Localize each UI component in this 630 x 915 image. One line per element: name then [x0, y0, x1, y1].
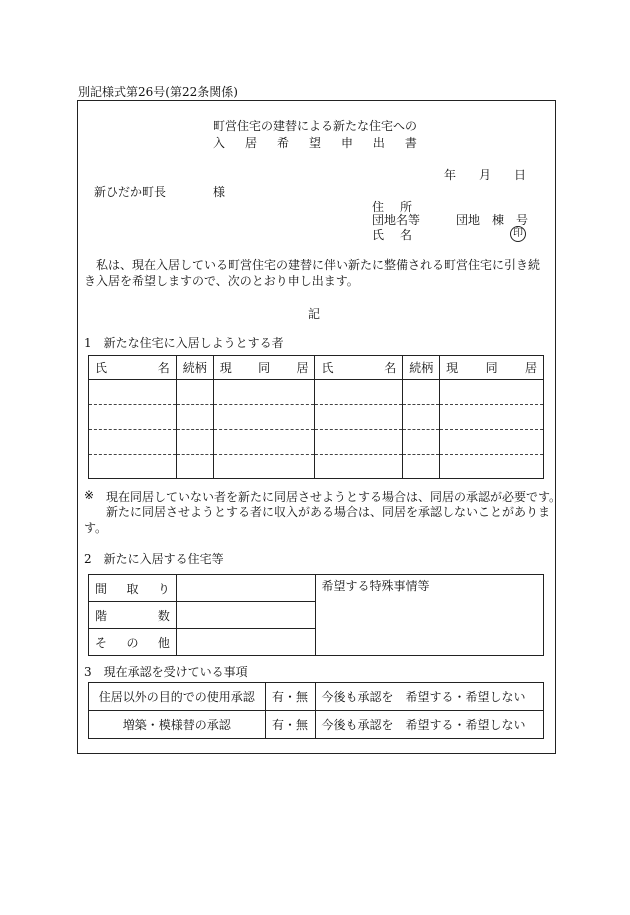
note-mark: ※	[84, 488, 95, 502]
header-cohab: 現 同 居	[440, 356, 544, 380]
header-name: 氏 名	[89, 356, 177, 380]
table-row	[89, 455, 544, 479]
madori-field[interactable]	[176, 575, 315, 602]
header-relation: 続柄	[176, 356, 213, 380]
addressee-suffix: 様	[213, 185, 226, 199]
table-row	[89, 711, 544, 739]
other-field[interactable]	[176, 629, 315, 656]
form-title-line1: 町営住宅の建替による新たな住宅への	[213, 119, 418, 133]
section2-heading: 2 新たに入居する住宅等	[84, 552, 224, 566]
approval-label: 住居以外の目的での使用承認	[89, 683, 266, 711]
cohabitants-table	[88, 355, 544, 479]
date-day-label: 日	[513, 168, 526, 182]
special-circumstances-label: 希望する特殊事情等	[321, 579, 430, 593]
table-row	[89, 405, 544, 430]
date-year-label: 年	[444, 168, 457, 182]
note-line2: 新たに同居させようとする者に収入がある場合は、同居を承認しないことがあります。	[84, 505, 551, 535]
approval-label: 増築・模様替の承認	[89, 711, 266, 739]
floor-field[interactable]	[176, 602, 315, 629]
table-row	[89, 683, 544, 711]
approval-future[interactable]: 今後も承認を 希望する・希望しない	[315, 683, 543, 711]
date-field[interactable]	[444, 166, 526, 183]
approval-yes-no[interactable]: 有・無	[265, 683, 315, 711]
complex-label: 団地名等	[372, 213, 421, 227]
header-name: 氏 名	[315, 356, 403, 380]
form-title-line2: 入 居 希 望 申 出 書	[213, 136, 417, 150]
table-row	[89, 430, 544, 455]
header-cohab: 現 同 居	[213, 356, 315, 380]
form-caption: 別記様式第26号(第22条関係)	[78, 85, 238, 99]
ki-heading: 記	[308, 307, 321, 321]
section1-heading: 1 新たな住宅に入居しようとする者	[84, 336, 284, 350]
row-label-madori: 間 取 り	[89, 575, 177, 602]
approvals-table	[88, 682, 544, 739]
seal-icon: 印	[510, 225, 526, 242]
addressee: 新ひだか町長	[94, 185, 167, 199]
date-month-label: 月	[478, 168, 491, 182]
row-label-floor: 階 数	[89, 602, 177, 629]
approval-future[interactable]: 今後も承認を 希望する・希望しない	[315, 711, 543, 739]
header-relation: 続柄	[403, 356, 440, 380]
section3-heading: 3 現在承認を受けている事項	[84, 665, 248, 679]
address-label: 住 所	[372, 200, 412, 214]
approval-yes-no[interactable]: 有・無	[265, 711, 315, 739]
complex-value[interactable]: 団地 棟 号	[456, 213, 529, 227]
housing-table	[88, 574, 544, 656]
special-circumstances-field[interactable]	[315, 575, 543, 656]
note-line1: 現在同居していない者を新たに同居させようとする場合は、同居の承認が必要です。	[106, 490, 562, 504]
body-text: 私は、現在入居している町営住宅の建替に伴い新たに整備される町営住宅に引き続き入居を希望しますので、次のとおり申し出ます。	[84, 258, 541, 288]
name-label: 氏 名	[372, 228, 412, 242]
row-label-other: そ の 他	[89, 629, 177, 656]
table-row	[89, 380, 544, 405]
